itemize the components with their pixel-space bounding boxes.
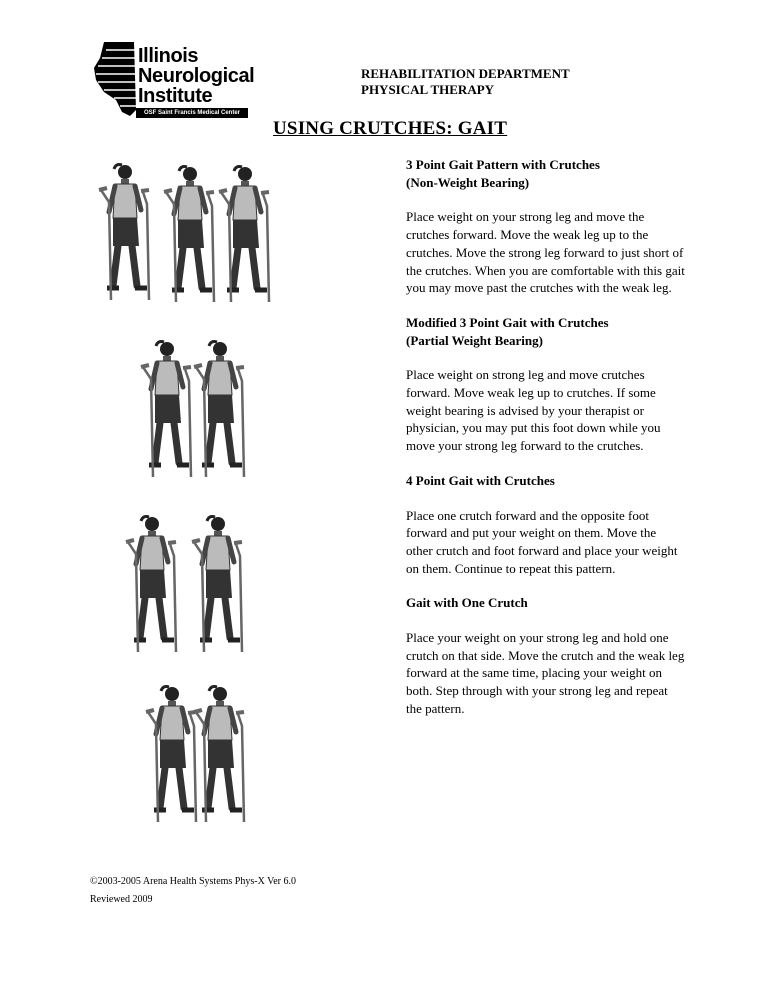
gait-illustration-4-point	[120, 510, 250, 660]
section-body: Place your weight on your strong leg and hold one crutch on that side. Move the crutch and the weak leg forward at the same time, placing your weight on both. Step through with your strong leg and repeat the pattern.	[406, 630, 685, 716]
institute-logo	[90, 40, 255, 120]
section-body: Place one crutch forward and the opposite foot forward and put your weight on them. Move the other crutch and foot forward and place your weight on them. Continue to repeat this pattern.	[406, 507, 678, 576]
section-heading: Gait with One Crutch	[406, 595, 528, 611]
logo-wordmark	[138, 46, 254, 106]
section-heading	[406, 156, 686, 191]
gait-illustration-3-point	[95, 160, 280, 310]
department-header	[361, 66, 570, 98]
section-heading	[406, 314, 686, 349]
page-footer	[90, 873, 296, 909]
department-name: REHABILITATION DEPARTMENT	[361, 66, 570, 81]
section-body: Place weight on your strong leg and move the crutches forward. Move the weak leg up to the crutches. Move the strong leg forward to just short of the crutches. When you are comfortable with this gait you may move past the crutches with the weak leg.	[406, 209, 685, 296]
section-3-point-gait	[406, 156, 686, 297]
logo-line-1: Illinois	[138, 45, 199, 67]
review-date: Reviewed 2009	[90, 894, 153, 905]
copyright-notice: ©2003-2005 Arena Health Systems Phys-X Ver 6.0	[90, 876, 297, 887]
logo-line-3: Institute	[138, 85, 213, 107]
section-heading-line-1: 3 Point Gait Pattern with Crutches	[406, 157, 600, 172]
instructions-column	[406, 156, 686, 735]
section-heading: 4 Point Gait with Crutches	[406, 472, 555, 488]
section-modified-3-point-gait	[406, 314, 686, 455]
logo-line-2: Neurological	[138, 65, 255, 87]
gait-illustration-one-crutch	[140, 680, 250, 830]
gait-illustration-modified-3-point	[135, 335, 250, 485]
section-body: Place weight on strong leg and move crutches forward. Move weak leg up to crutches. If some weight bearing is advised by your therapist or physician, you may put this foot down while you move your strong leg forward to the crutches.	[406, 367, 661, 454]
section-heading-line-2: (Non-Weight Bearing)	[406, 174, 530, 190]
illinois-map-icon	[90, 40, 140, 118]
section-heading-line-2: (Partial Weight Bearing)	[406, 332, 543, 348]
section-heading-line-1: Modified 3 Point Gait with Crutches	[406, 314, 609, 330]
logo-subtitle: OSF Saint Francis Medical Center	[136, 108, 248, 118]
page-title: USING CRUTCHES: GAIT	[273, 118, 508, 139]
department-subname: PHYSICAL THERAPY	[361, 82, 495, 97]
section-4-point-gait	[406, 472, 686, 578]
section-one-crutch-gait	[406, 594, 686, 717]
